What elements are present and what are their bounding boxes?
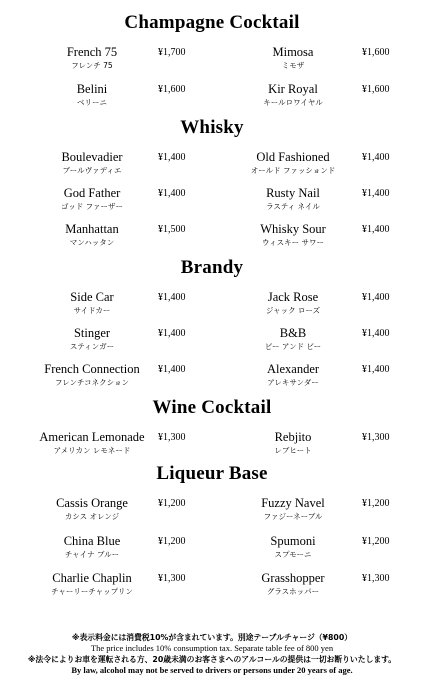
item-name: Jack Rose bbox=[267, 290, 319, 304]
footer-tax-note-en: The price includes 10% consumption tax. Separate table fee of 800 yen bbox=[90, 643, 334, 653]
item-price: ¥1,700 bbox=[158, 47, 186, 58]
item-price: ¥1,600 bbox=[362, 47, 390, 58]
item-price: ¥1,400 bbox=[362, 364, 390, 375]
item-name: Boulevadier bbox=[61, 150, 123, 164]
item-japanese-name: ビー アンド ビー bbox=[264, 342, 322, 351]
item-name: China Blue bbox=[63, 534, 121, 548]
item-price: ¥1,400 bbox=[362, 152, 390, 163]
item-japanese-name: レブヒート bbox=[274, 446, 312, 455]
item-japanese-name: マンハッタン bbox=[69, 238, 115, 247]
item-japanese-name: ブールヴァディエ bbox=[62, 166, 122, 175]
item-name: French 75 bbox=[66, 45, 118, 59]
item-price: ¥1,400 bbox=[362, 188, 390, 199]
item-name: Rusty Nail bbox=[266, 186, 320, 200]
item-price: ¥1,400 bbox=[158, 188, 186, 199]
item-japanese-name: チャーリーチャップリン bbox=[51, 587, 133, 596]
item-name: Fuzzy Navel bbox=[261, 496, 325, 510]
item-japanese-name: チャイナ ブルー bbox=[64, 550, 120, 559]
item-japanese-name: オールド ファッションド bbox=[250, 166, 336, 175]
item-price: ¥1,600 bbox=[158, 84, 186, 95]
item-japanese-name: ミモザ bbox=[281, 61, 305, 70]
item-name: French Connection bbox=[44, 362, 140, 376]
item-japanese-name: ジャック ローズ bbox=[265, 306, 321, 315]
item-price: ¥1,400 bbox=[362, 328, 390, 339]
item-price: ¥1,400 bbox=[158, 152, 186, 163]
item-price: ¥1,400 bbox=[362, 292, 390, 303]
footer-alcohol-note-en: By law, alcohol may not be served to drivers or persons under 20 years of age. bbox=[71, 665, 353, 675]
section-title: Brandy bbox=[180, 257, 244, 278]
item-japanese-name: カシス オレンジ bbox=[64, 512, 120, 521]
item-price: ¥1,200 bbox=[158, 536, 186, 547]
item-price: ¥1,300 bbox=[158, 432, 186, 443]
section-title: Whisky bbox=[180, 117, 244, 138]
item-japanese-name: アメリカン レモネード bbox=[53, 446, 131, 455]
item-name: Alexander bbox=[266, 362, 320, 376]
item-name: Cassis Orange bbox=[56, 496, 128, 510]
item-name: B&B bbox=[279, 326, 307, 340]
item-japanese-name: ベリーニ bbox=[77, 98, 107, 107]
section-title: Champagne Cocktail bbox=[124, 12, 300, 33]
item-name: Whisky Sour bbox=[260, 222, 326, 236]
item-price: ¥1,200 bbox=[362, 536, 390, 547]
item-price: ¥1,200 bbox=[362, 498, 390, 509]
item-japanese-name: フレンチ 75 bbox=[71, 61, 113, 70]
item-japanese-name: キールロワイヤル bbox=[263, 98, 323, 107]
item-price: ¥1,300 bbox=[362, 432, 390, 443]
item-price: ¥1,400 bbox=[158, 292, 186, 303]
section-title: Liqueur Base bbox=[156, 463, 268, 484]
item-name: Belini bbox=[76, 82, 108, 96]
item-name: Rebjito bbox=[274, 430, 312, 444]
item-japanese-name: スティンガー bbox=[69, 342, 115, 351]
item-name: Charlie Chaplin bbox=[52, 571, 132, 585]
item-name: American Lemonade bbox=[39, 430, 145, 444]
item-name: Spumoni bbox=[270, 534, 316, 548]
item-name: Side Car bbox=[70, 290, 114, 304]
item-name: Manhattan bbox=[65, 222, 119, 236]
item-japanese-name: サイドカー bbox=[73, 306, 111, 315]
item-price: ¥1,200 bbox=[158, 498, 186, 509]
item-japanese-name: アレキサンダー bbox=[267, 378, 319, 387]
footer-tax-note-jp: ※表示料金には消費税10%が含まれています。別途テーブルチャージ（¥800） bbox=[71, 633, 353, 642]
section-title: Wine Cocktail bbox=[152, 397, 272, 418]
item-japanese-name: スプモーニ bbox=[274, 550, 312, 559]
item-japanese-name: フレンチコネクション bbox=[54, 378, 130, 387]
item-name: Grasshopper bbox=[261, 571, 325, 585]
item-name: Stinger bbox=[73, 326, 111, 340]
item-name: Old Fashioned bbox=[256, 150, 330, 164]
item-price: ¥1,300 bbox=[158, 573, 186, 584]
item-price: ¥1,400 bbox=[158, 328, 186, 339]
item-price: ¥1,500 bbox=[158, 224, 186, 235]
item-japanese-name: ファジーネーブル bbox=[263, 512, 323, 521]
item-japanese-name: ゴッド ファーザー bbox=[60, 202, 124, 211]
item-price: ¥1,600 bbox=[362, 84, 390, 95]
item-name: Kir Royal bbox=[268, 82, 318, 96]
item-japanese-name: ラスティ ネイル bbox=[266, 202, 320, 211]
item-name: God Father bbox=[63, 186, 121, 200]
item-japanese-name: ウィスキー サワー bbox=[262, 238, 324, 247]
item-price: ¥1,400 bbox=[158, 364, 186, 375]
item-name: Mimosa bbox=[272, 45, 314, 59]
footer-alcohol-note-jp: ※法令によりお車を運転される方、20歳未満のお客さまへのアルコールの提供は一切お断りいたします。 bbox=[27, 655, 397, 664]
item-price: ¥1,300 bbox=[362, 573, 390, 584]
item-price: ¥1,400 bbox=[362, 224, 390, 235]
item-japanese-name: グラスホッパー bbox=[266, 587, 320, 596]
